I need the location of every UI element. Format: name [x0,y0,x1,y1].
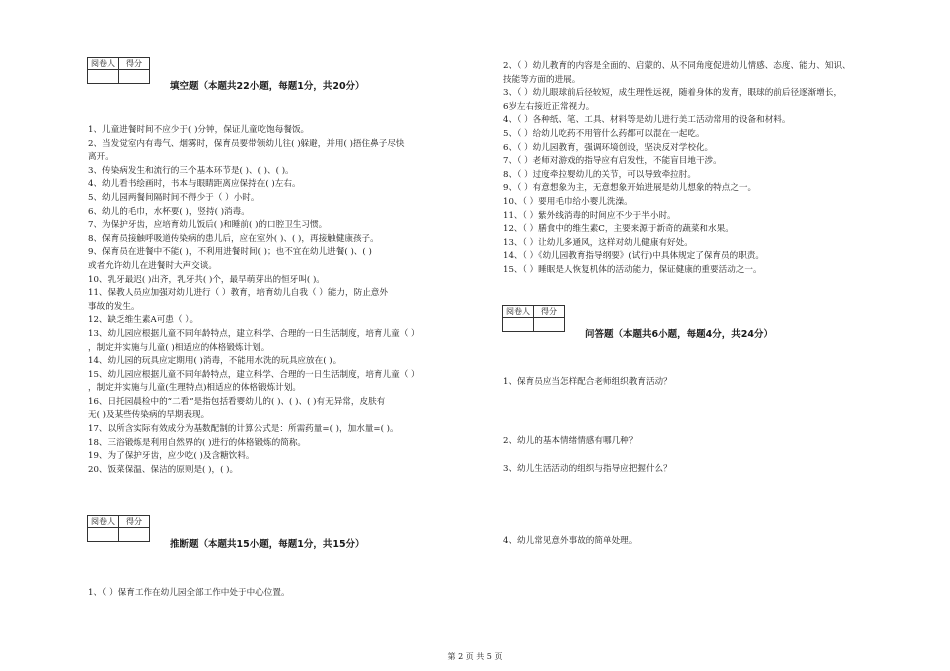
score-label: 得分 [119,516,150,528]
fill-blank-line: 11、保教人员应加强对幼儿进行（ ）教育，培育幼儿自我（ ）能力，防止意外 [88,288,388,299]
judge-line: 6、（ ）幼儿园教育，强调环境创设，坚决反对学校化。 [503,142,714,153]
judge-line: 技能等方面的进展。 [503,74,581,85]
score-box-fill-blank [87,57,150,84]
fill-blank-questions [88,124,420,477]
fill-blank-line: 4、幼儿看书绘画时，书本与眼睛距离应保持在( )左右。 [88,179,301,190]
judge-line: 12、（ ）膳食中的维生素C，主要来源于新奇的蔬菜和水果。 [503,224,734,235]
fill-blank-line: 7、为保护牙齿，应培育幼儿饭后( )和睡前( )的口腔卫生习惯。 [88,220,328,231]
grader-label: 阅卷人 [503,306,534,318]
judge-question-1: 1、（ ）保育工作在幼儿园全部工作中处于中心位置。 [88,588,290,598]
score-box-qa [502,305,565,332]
fill-blank-line: 5、幼儿园两餐间隔时间不得少于（ ）小时。 [88,192,260,203]
fill-blank-line: 17、以所含实际有效成分为基数配制的计算公式是：所需药量=( )，加水量=( )。 [88,424,399,435]
fill-blank-line: 离开。 [88,152,114,163]
fill-blank-line: 无( )及某些传染病的早期表现。 [88,410,210,421]
fill-blank-line: 20、饭菜保温、保洁的原则是( )，( )。 [88,464,239,475]
qa-question-1: 1、保育员应当怎样配合老师组织教育活动？ [503,377,672,387]
fill-blank-line: 13、幼儿园应根据儿童不同年龄特点，建立科学、合理的一日生活制度，培育儿童（ ） [88,328,420,339]
fill-blank-line: 18、三浴锻炼是利用自然界的( )进行的体格锻炼的简称。 [88,437,307,448]
fill-blank-line: 3、传染病发生和流行的三个基本环节是( )、( )、( )。 [88,165,294,176]
judge-line: 6岁左右接近正常视力。 [503,101,595,112]
judge-line: 13、（ ）让幼儿多通风，这样对幼儿健康有好处。 [503,237,693,248]
judge-line: 11、（ ）紫外线消毒的时间应不少于半小时。 [503,210,676,221]
fill-blank-line: 15、幼儿园应根据儿童不同年龄特点，建立科学、合理的一日生活制度，培育儿童（ ） [88,369,420,380]
qa-question-3: 3、幼儿生活活动的组织与指导应把握什么？ [503,464,672,474]
judge-questions [503,60,851,278]
fill-blank-line: ，制定并实施与儿童( )相适应的体格锻炼计划。 [88,342,270,353]
fill-blank-line: 12、缺乏维生素A可患（ ）。 [88,315,199,326]
section-title-qa: 问答题（本题共6小题，每题4分，共24分） [585,329,773,340]
fill-blank-line: 14、幼儿园的玩具应定期用( )消毒，不能用水洗的玩具应放在( )。 [88,356,342,367]
judge-line: 9、（ ）有意想象为主，无意想象开始进展是幼儿想象的特点之一。 [503,183,757,194]
judge-line: 8、（ ）过度牵拉婴幼儿的关节，可以导致牵拉肘。 [503,169,696,180]
qa-question-4: 4、幼儿常见意外事故的简单处理。 [503,536,638,546]
grader-label: 阅卷人 [88,58,119,70]
grader-label: 阅卷人 [88,516,119,528]
fill-blank-line: 6、幼儿的毛巾，水杯要( )，竖持( )消毒。 [88,206,250,217]
fill-blank-line: 16、日托园晨检中的“二看”是指包括看婴幼儿的( )、( )、( )有无异常，皮肤有 [88,396,386,407]
page-footer: 第 2 页 共 5 页 [447,652,503,661]
judge-line: 14、（ ）《幼儿园教育指导纲要》(试行)中具体规定了保育员的职责。 [503,251,764,262]
fill-blank-line: 或者允许幼儿在进餐时大声交谈。 [88,260,217,271]
section-title-judge: 推断题（本题共15小题，每题1分，共15分） [170,539,365,550]
score-label: 得分 [534,306,565,318]
judge-line: 15、（ ）睡眠是人恢复机体的活动能力，保证健康的重要活动之一。 [503,264,762,275]
section-title-fill-blank: 填空题（本题共22小题，每题1分，共20分） [170,81,365,92]
judge-line: 10、（ ）要用毛巾给小婴儿洗澡。 [503,196,633,207]
fill-blank-line: 2、当发觉室内有毒气、烟雾时，保育员要带领幼儿往( )躲避，并用( )捂住鼻子尽快 [88,138,405,149]
qa-question-2: 2、幼儿的基本情绪情感有哪几种？ [503,436,638,446]
fill-blank-line: ，制定并实施与儿童(生理特点)相适应的体格锻炼计划。 [88,383,301,394]
fill-blank-line: 8、保育员接触呼吸道传染病的患儿后，应在室外( )、( )，再接触健康孩子。 [88,233,379,244]
judge-line: 3、（ ）幼儿眼球前后径较短，成生理性远视，随着身体的发育，眼球的前后径逐渐增长， [503,88,843,99]
fill-blank-line: 事故的发生。 [88,301,140,312]
score-label: 得分 [119,58,150,70]
judge-line: 4、（ ）各种纸、笔、工具、材料等是幼儿进行美工活动常用的设备和材料。 [503,115,791,126]
judge-line: 7、（ ）老师对游戏的指导应有启发性，不能盲目地干涉。 [503,156,722,167]
fill-blank-line: 10、乳牙最迟( )出齐，乳牙共( )个，最早萌芽出的恒牙叫( )。 [88,274,325,285]
judge-line: 2、（ ）幼儿教育的内容是全面的、启蒙的、从不同角度促进幼儿情感、态度、能力、知识、 [503,61,851,71]
fill-blank-line: 1、儿童进餐时间不应少于( )分钟，保证儿童吃饱每餐饭。 [88,125,310,135]
fill-blank-line: 9、保育员在进餐中不能( )，不利用进餐时间( )；也不宜在幼儿进餐( )、( ) [88,247,372,258]
score-box-judge [87,515,150,542]
fill-blank-line: 19、为了保护牙齿，应少吃( )及含糖饮料。 [88,451,255,462]
judge-line: 5、（ ）给幼儿吃药不用管什么药都可以混在一起吃。 [503,128,705,139]
